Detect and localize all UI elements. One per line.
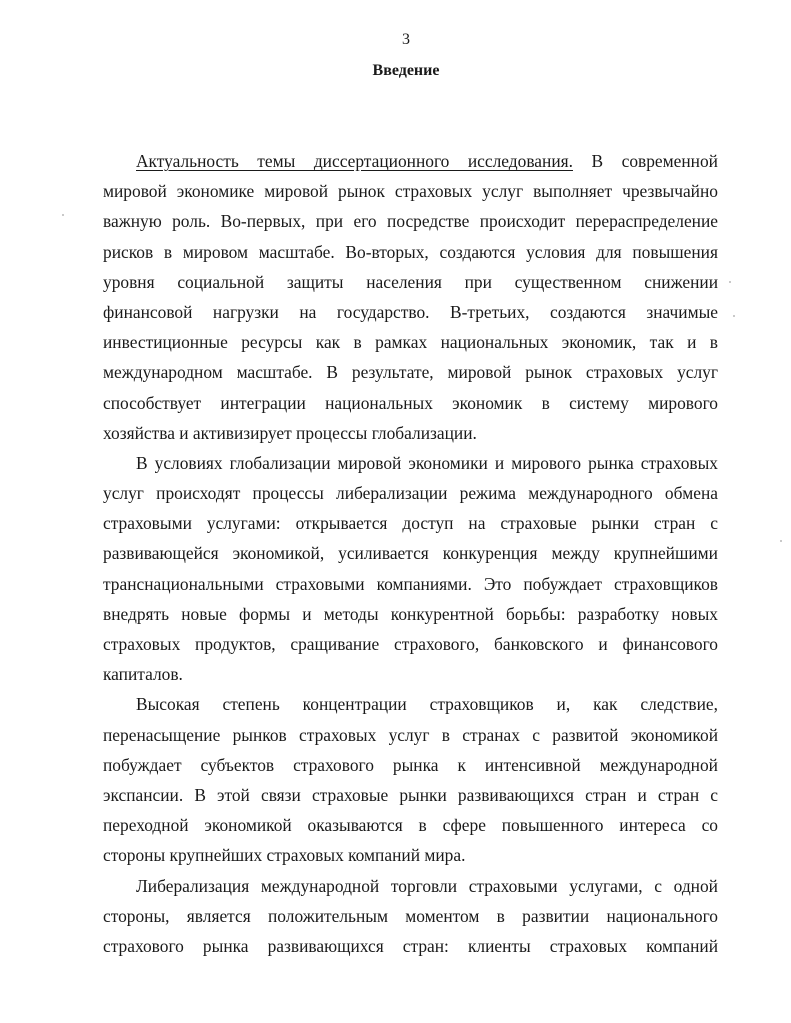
text-line: способствует интеграции национальных экономик в систему мирового [103, 392, 718, 413]
text-line: страховыми услугами: открывается доступ на страховые рынки стран с [103, 513, 718, 534]
text-line: переходной экономикой оказываются в сфере повышенного интереса со [103, 815, 718, 836]
text-line: международном масштабе. В результате, мировой рынок страховых услуг [103, 362, 718, 383]
text-line: страховых продуктов, сращивание страхового, банковского и финансового [103, 634, 718, 654]
text-line: перенасыщение рынков страховых услуг в странах с развитой экономикой [103, 724, 718, 745]
scan-speck [780, 540, 782, 542]
text-line: финансовой нагрузки на государство. В-третьих, создаются значимые [103, 301, 718, 322]
text-line: мировой экономике мировой рынок страховых услуг выполняет чрезвычайно [103, 181, 718, 202]
text-line: рисков в мировом масштабе. Во-вторых, создаются условия для повышения [103, 241, 718, 262]
paragraph-4 [103, 871, 718, 962]
topic-relevance-heading: Актуальность темы диссертационного исследования. [136, 151, 573, 171]
text-line: развивающейся экономикой, усиливается конкуренция между крупнейшими [103, 543, 718, 564]
text-line: важную роль. Во-первых, при его посредстве происходит перераспределение [103, 211, 718, 232]
body-text [103, 146, 718, 961]
paragraph-1 [103, 146, 718, 448]
text-line: инвестиционные ресурсы как в рамках национальных экономик, так и в [103, 332, 718, 353]
page-title: Введение [372, 62, 440, 79]
text-line: хозяйства и активизирует процессы глобализации. [103, 422, 477, 443]
scan-speck [62, 214, 64, 216]
paragraph-2 [103, 448, 718, 690]
text-line: страхового рынка развивающихся стран: клиенты страховых компаний [103, 935, 718, 956]
text-line: стороны, является положительным моментом в развитии национального [103, 905, 718, 926]
text-line [103, 146, 718, 176]
text-line: Либерализация международной торговли страховыми услугами, с одной [136, 875, 718, 896]
text-line: услуг происходят процессы либерализации режима международного обмена [103, 483, 718, 504]
text-line: Высокая степень концентрации страховщиков и, как следствие, [136, 694, 718, 715]
text-line: стороны крупнейших страховых компаний мира. [103, 845, 466, 866]
text-line: внедрять новые формы и методы конкурентной борьбы: разработку новых [103, 603, 718, 624]
text-line: побуждает субъектов страхового рынка к интенсивной международной [103, 754, 718, 775]
scan-speck [729, 281, 731, 283]
text-line: В условиях глобализации мировой экономики и мирового рынка страховых [136, 452, 718, 473]
scan-speck [733, 315, 735, 317]
text-span: В современной [572, 151, 718, 171]
text-line: экспансии. В этой связи страховые рынки развивающихся стран и стран с [103, 784, 718, 805]
text-line: уровня социальной защиты населения при существенном снижении [103, 271, 718, 292]
page-number: 3 [402, 31, 410, 48]
text-line: транснациональными страховыми компаниями. Это побуждает страховщиков [103, 573, 718, 594]
paragraph-3 [103, 689, 718, 870]
text-line: капиталов. [103, 664, 183, 685]
